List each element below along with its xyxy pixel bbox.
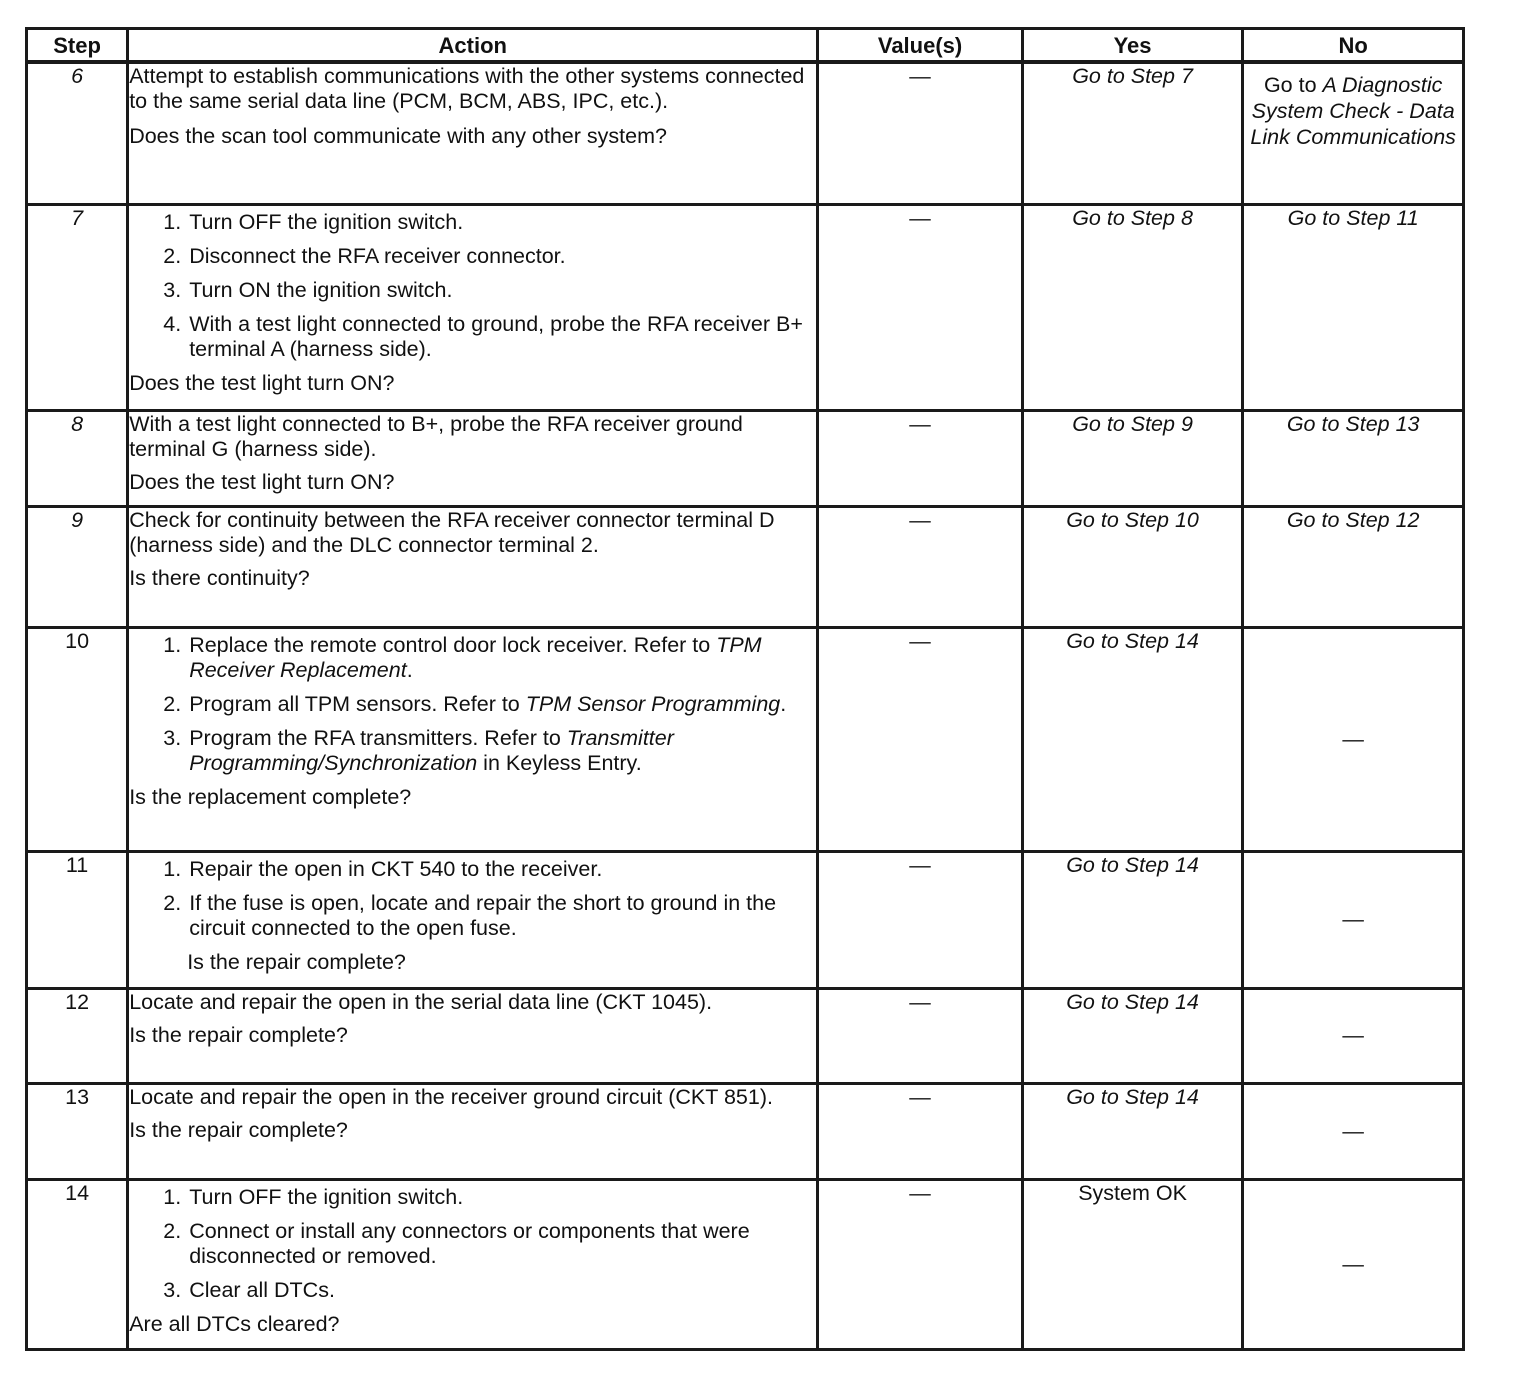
action-step-item: 3. Turn ON the ignition switch. <box>187 278 816 303</box>
table-row <box>27 62 1464 204</box>
yes-result: Go to Step 8 <box>1022 204 1243 410</box>
action-step-item: 3. Clear all DTCs. <box>187 1278 816 1303</box>
action-step-item: 2. Connect or install any connectors or components that were disconnected or removed. <box>187 1219 816 1269</box>
value-cell: — <box>818 62 1022 204</box>
action-step-item <box>187 692 816 717</box>
action-steps <box>129 210 816 362</box>
action-cell <box>128 506 818 627</box>
action-question: Is there continuity? <box>129 565 310 590</box>
action-step-item <box>187 726 816 776</box>
step-text-after: . <box>406 657 413 682</box>
action-question: Does the test light turn ON? <box>129 469 395 494</box>
action-text: Locate and repair the open in the serial data line (CKT 1045). <box>129 989 713 1014</box>
yes-result: Go to Step 14 <box>1022 988 1243 1083</box>
action-step-item: 1. Turn OFF the ignition switch. <box>187 1185 816 1210</box>
action-cell <box>128 851 818 988</box>
reference-link[interactable]: TPM Sensor Programming <box>525 691 781 716</box>
action-cell <box>128 204 818 410</box>
action-step-item: 1. Turn OFF the ignition switch. <box>187 210 816 235</box>
value-cell: — <box>818 1179 1022 1349</box>
action-step-item: 2. If the fuse is open, locate and repair the short to ground in the circuit connected to the open fuse. <box>187 891 816 941</box>
yes-result: System OK <box>1022 1179 1243 1349</box>
yes-result: Go to Step 14 <box>1022 627 1243 851</box>
action-steps <box>129 857 816 941</box>
step-number: 6 <box>27 62 128 204</box>
action-question: Are all DTCs cleared? <box>129 1311 340 1336</box>
header-values: Value(s) <box>818 29 1022 63</box>
table-row <box>27 1083 1464 1179</box>
step-number: 8 <box>27 410 128 506</box>
header-step: Step <box>27 29 128 63</box>
no-result: — <box>1243 1083 1464 1179</box>
action-steps <box>129 633 816 776</box>
action-step-item <box>187 633 816 683</box>
value-cell: — <box>818 506 1022 627</box>
no-result: Go to Step 12 <box>1243 506 1464 627</box>
no-result: — <box>1243 851 1464 988</box>
table-row <box>27 988 1464 1083</box>
action-step-item: 2. Disconnect the RFA receiver connector. <box>187 244 816 269</box>
value-cell: — <box>818 410 1022 506</box>
step-number: 13 <box>27 1083 128 1179</box>
yes-result: Go to Step 9 <box>1022 410 1243 506</box>
action-text: Check for continuity between the RFA receiver connector terminal D (harness side) and the DLC connector terminal 2. <box>129 507 775 557</box>
action-question: Is the repair complete? <box>129 1022 348 1047</box>
no-result: — <box>1243 1179 1464 1349</box>
value-cell: — <box>818 1083 1022 1179</box>
action-steps <box>129 1185 816 1303</box>
action-cell <box>128 62 818 204</box>
no-result: Go to Step 13 <box>1243 410 1464 506</box>
yes-result: Go to Step 14 <box>1022 851 1243 988</box>
no-result <box>1243 62 1464 204</box>
table-row <box>27 410 1464 506</box>
step-text: Replace the remote control door lock receiver. Refer to <box>189 632 717 657</box>
reference-link[interactable]: Transmitter Programming/Synchronization <box>189 725 674 775</box>
action-cell <box>128 410 818 506</box>
value-cell: — <box>818 204 1022 410</box>
no-prefix: Go to <box>1263 73 1323 97</box>
action-question: Does the test light turn ON? <box>129 370 395 395</box>
step-text-after: . <box>780 691 787 716</box>
no-reference: A Diagnostic System Check - Data Link Communications <box>1250 73 1456 149</box>
diagnostic-table <box>25 27 1465 1351</box>
action-step-item: 1. Repair the open in CKT 540 to the receiver. <box>187 857 816 882</box>
value-cell: — <box>818 851 1022 988</box>
action-question: Is the repair complete? <box>187 949 406 974</box>
table-row <box>27 627 1464 851</box>
step-number: 10 <box>27 627 128 851</box>
action-cell <box>128 988 818 1083</box>
action-question: Is the replacement complete? <box>129 784 412 809</box>
step-number: 12 <box>27 988 128 1083</box>
step-text: Program the RFA transmitters. Refer to <box>189 725 567 750</box>
action-cell <box>128 1179 818 1349</box>
action-text: With a test light connected to B+, probe the RFA receiver ground terminal G (harness side). <box>129 411 743 461</box>
step-number: 7 <box>27 204 128 410</box>
table-row <box>27 506 1464 627</box>
table-row <box>27 204 1464 410</box>
action-text: Locate and repair the open in the receiver ground circuit (CKT 851). <box>129 1084 773 1109</box>
table-row <box>27 1179 1464 1349</box>
table-row <box>27 851 1464 988</box>
no-result: — <box>1243 988 1464 1083</box>
no-result: Go to Step 11 <box>1243 204 1464 410</box>
yes-result: Go to Step 10 <box>1022 506 1243 627</box>
step-text-after: in Keyless Entry. <box>477 750 642 775</box>
header-yes: Yes <box>1022 29 1243 63</box>
header-row <box>27 29 1464 63</box>
action-cell <box>128 1083 818 1179</box>
action-text: Attempt to establish communications with the other systems connected to the same serial data line (PCM, BCM, ABS, IPC, etc.). <box>129 64 805 113</box>
step-number: 11 <box>27 851 128 988</box>
value-cell: — <box>818 988 1022 1083</box>
action-question: Does the scan tool communicate with any other system? <box>129 124 667 148</box>
reference-link[interactable]: TPM Receiver Replacement <box>189 632 762 682</box>
action-step-item: 4. With a test light connected to ground, probe the RFA receiver B+ terminal A (harness side). <box>187 312 816 362</box>
header-no: No <box>1243 29 1464 63</box>
value-cell: — <box>818 627 1022 851</box>
action-cell <box>128 627 818 851</box>
no-result: — <box>1243 627 1464 851</box>
header-action: Action <box>128 29 818 63</box>
action-question: Is the repair complete? <box>129 1117 348 1142</box>
step-number: 9 <box>27 506 128 627</box>
yes-result: Go to Step 7 <box>1022 62 1243 204</box>
step-text: Program all TPM sensors. Refer to <box>189 691 526 716</box>
yes-result: Go to Step 14 <box>1022 1083 1243 1179</box>
step-number: 14 <box>27 1179 128 1349</box>
